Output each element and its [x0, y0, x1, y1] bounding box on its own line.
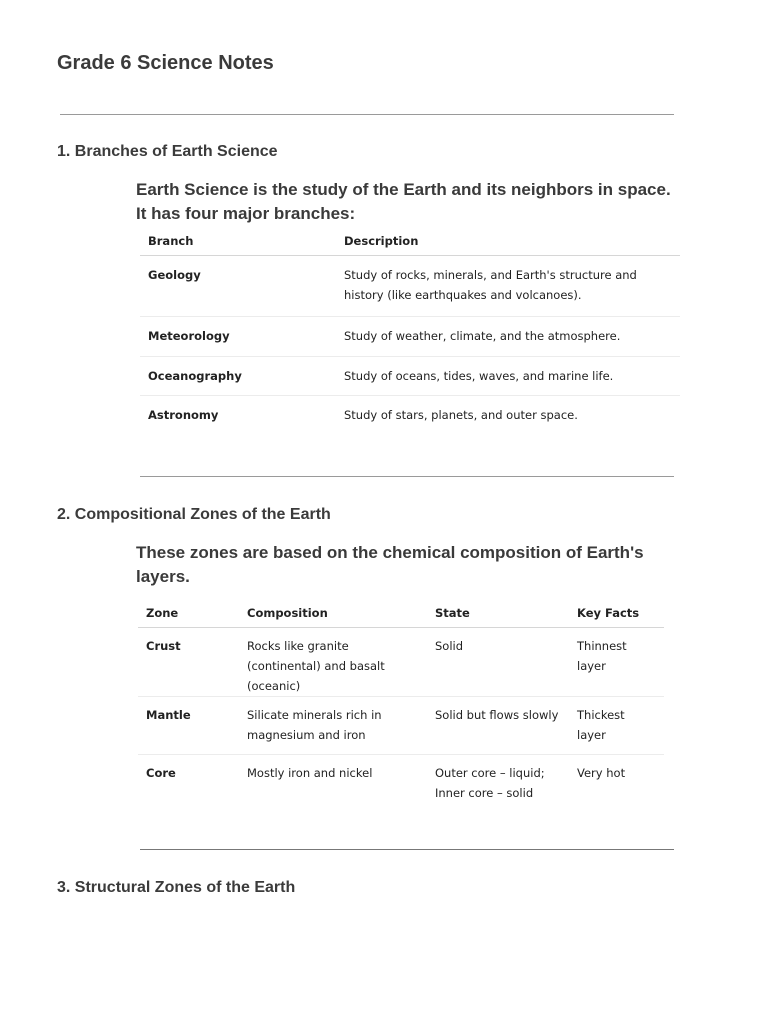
- table-row: [140, 256, 680, 317]
- table-row: [140, 396, 680, 435]
- table-row: [138, 755, 664, 813]
- section-heading-structural-zones: 3. Structural Zones of the Earth: [57, 879, 296, 896]
- zone-name: Crust: [138, 628, 239, 697]
- zone-composition: Mostly iron and nickel: [247, 766, 373, 780]
- table-header-row: [138, 598, 664, 628]
- zone-name: Core: [146, 766, 176, 780]
- section-intro-branches: Earth Science is the study of the Earth and its neighbors in space. It has four major branches:: [136, 180, 671, 223]
- branch-description: Study of rocks, minerals, and Earth's structure and history (like earthquakes and volcanoes).: [336, 256, 680, 317]
- page-title: Grade 6 Science Notes: [57, 52, 274, 74]
- table-row: [140, 357, 680, 396]
- section-heading-compositional-zones: 2. Compositional Zones of the Earth: [57, 506, 331, 523]
- table-header-row: [140, 227, 680, 256]
- branches-table: [140, 227, 680, 434]
- column-header: Zone: [138, 598, 239, 628]
- column-header: Key Facts: [569, 598, 664, 628]
- zone-name: Mantle: [138, 697, 239, 755]
- zone-state: Outer core – liquid; Inner core – solid: [435, 766, 545, 800]
- branch-description: Study of weather, climate, and the atmosphere.: [336, 317, 680, 357]
- column-header: Branch: [140, 227, 336, 256]
- section-intro-compositional-zones: These zones are based on the chemical composition of Earth's layers.: [136, 543, 644, 586]
- column-header: Description: [336, 227, 680, 256]
- divider: [60, 114, 674, 115]
- branch-name: Astronomy: [148, 408, 219, 422]
- compositional-zones-table: [138, 598, 664, 812]
- zone-key-facts: Very hot: [577, 766, 626, 780]
- table-row: [138, 628, 664, 697]
- zone-composition: Silicate minerals rich in magnesium and iron: [239, 697, 427, 755]
- column-header: State: [427, 598, 569, 628]
- zone-state: Solid but flows slowly: [427, 697, 569, 755]
- zone-key-facts: Thinnest layer: [569, 628, 664, 697]
- branch-description: Study of stars, planets, and outer space.: [344, 408, 578, 422]
- branch-name: Geology: [140, 256, 336, 317]
- column-header: Composition: [239, 598, 427, 628]
- zone-state: Solid: [427, 628, 569, 697]
- divider: [140, 476, 674, 477]
- zone-composition: Rocks like granite (continental) and basalt (oceanic): [239, 628, 427, 697]
- branch-description: Study of oceans, tides, waves, and marine life.: [336, 357, 680, 396]
- zone-key-facts: Thickest layer: [569, 697, 664, 755]
- section-heading-branches: 1. Branches of Earth Science: [57, 143, 278, 160]
- divider: [140, 849, 674, 850]
- branch-name: Meteorology: [140, 317, 336, 357]
- table-row: [140, 317, 680, 357]
- table-row: [138, 697, 664, 755]
- branch-name: Oceanography: [140, 357, 336, 396]
